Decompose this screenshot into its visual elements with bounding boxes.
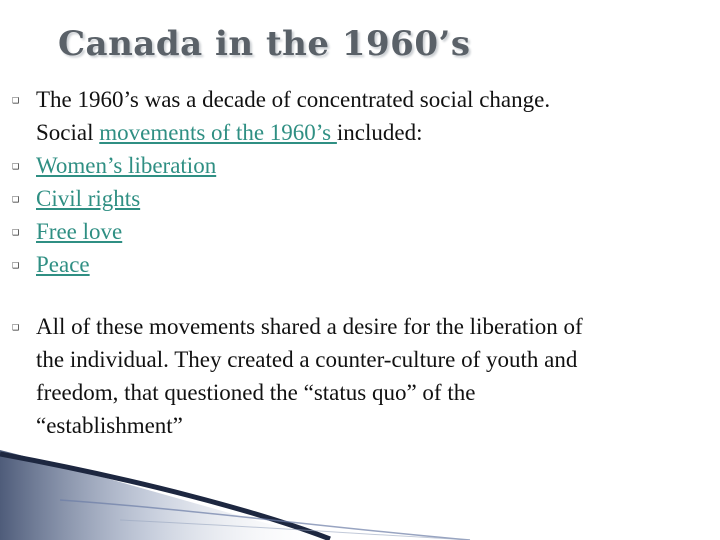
peace-link[interactable]: Peace xyxy=(36,252,90,277)
intro-text-after: included: xyxy=(336,120,423,145)
bullet-intro xyxy=(12,83,612,149)
square-bullet-icon: ❑ xyxy=(12,162,20,171)
conclusion-text: All of these movements shared a desire for the liberation of the individual. They created a counter-culture of youth and freedom, that questioned the “status quo” of the “establishment” xyxy=(36,314,583,438)
square-bullet-icon: ❑ xyxy=(12,323,20,332)
bullet-conclusion xyxy=(12,310,612,442)
bullet-movement xyxy=(12,215,612,248)
free-love-link[interactable]: Free love xyxy=(36,219,123,244)
intro-text-before: The 1960’s was a decade of concentrated social change. Social xyxy=(36,87,551,145)
bullet-list xyxy=(12,83,612,281)
bullet-movement xyxy=(12,182,612,215)
square-bullet-icon: ❑ xyxy=(12,96,20,105)
movements-link[interactable]: movements of the 1960’s xyxy=(99,120,337,145)
bullet-movement xyxy=(12,248,612,281)
civil-rights-link[interactable]: Civil rights xyxy=(36,186,141,211)
square-bullet-icon: ❑ xyxy=(12,195,20,204)
square-bullet-icon: ❑ xyxy=(12,261,20,270)
conclusion-list xyxy=(12,310,612,442)
bullet-movement xyxy=(12,149,612,182)
decorative-swoosh xyxy=(0,440,720,540)
womens-liberation-link[interactable]: Women’s liberation xyxy=(36,153,217,178)
slide-title: Canada in the 1960’s xyxy=(58,24,471,64)
square-bullet-icon: ❑ xyxy=(12,228,20,237)
